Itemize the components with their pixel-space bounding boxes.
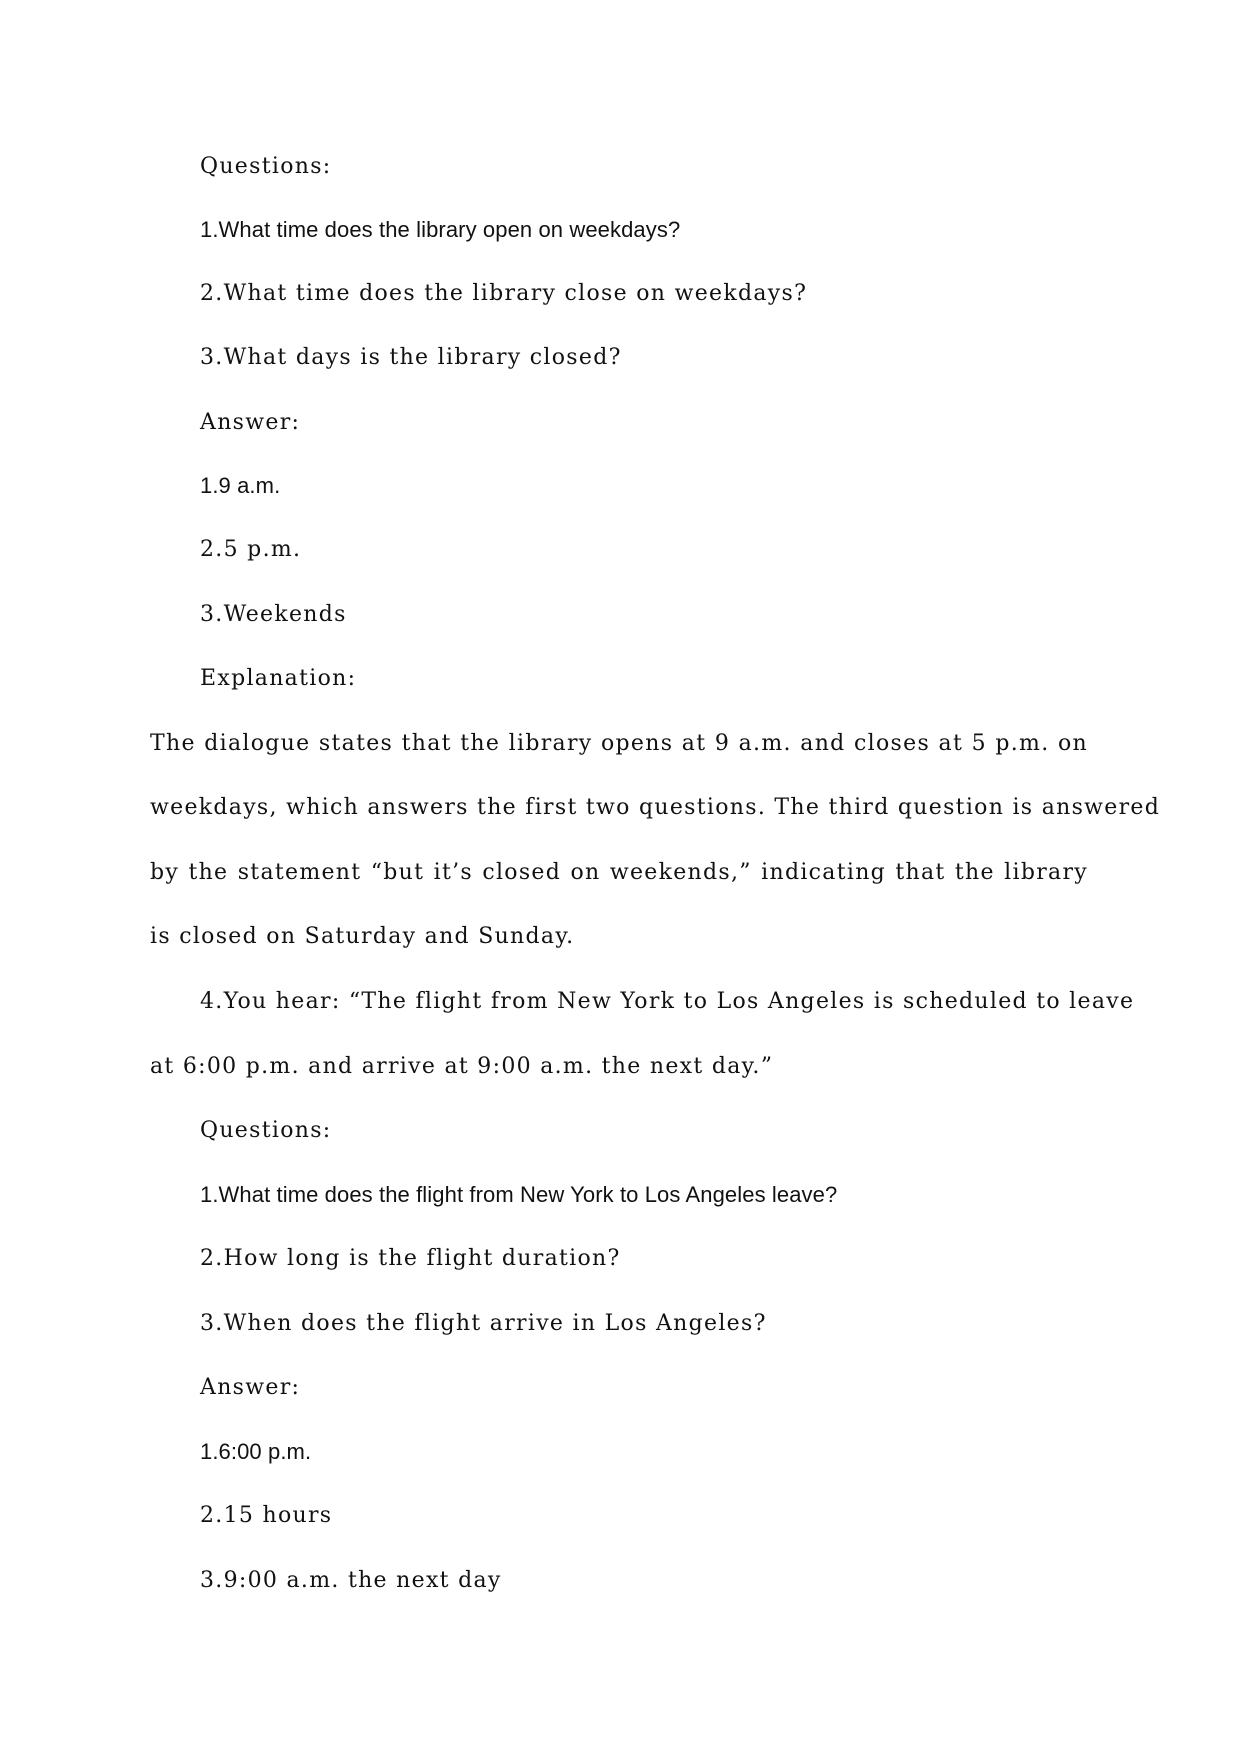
answer-heading: Answer: [200,410,301,435]
prompt-line-2: at 6:00 p.m. and arrive at 9:00 a.m. the next day.” [150,1054,774,1079]
answer-3-flight: 3.9:00 a.m. the next day [200,1568,502,1593]
question-3-flight: 3.When does the flight arrive in Los Angeles? [200,1311,767,1336]
prompt-line-1: 4.You hear: “The flight from New York to Los Angeles is scheduled to leave [200,989,1135,1014]
question-1-flight: 1.What time does the flight from New York to Los Angeles leave? [200,1182,838,1207]
answer-heading-2: Answer: [200,1375,301,1400]
explanation-line-1: The dialogue states that the library opens at 9 a.m. and closes at 5 p.m. on [150,731,1088,756]
answer-2: 2.5 p.m. [200,537,302,562]
answer-1-flight: 1.6:00 p.m. [200,1439,312,1464]
question-1: 1.What time does the library open on weekdays? [200,217,681,242]
question-2-flight: 2.How long is the flight duration? [200,1246,621,1271]
answer-2-flight: 2.15 hours [200,1503,333,1528]
explanation-heading: Explanation: [200,666,357,691]
questions-heading: Questions: [200,154,332,179]
questions-heading-2: Questions: [200,1118,332,1143]
answer-3: 3.Weekends [200,602,347,627]
question-3: 3.What days is the library closed? [200,345,622,370]
answer-1: 1.9 a.m. [200,473,281,498]
question-2: 2.What time does the library close on weekdays? [200,281,808,306]
explanation-line-3: by the statement “but it’s closed on weekends,” indicating that the library [150,860,1088,885]
explanation-line-4: is closed on Saturday and Sunday. [150,924,575,949]
explanation-line-2: weekdays, which answers the first two questions. The third question is answered [150,795,1161,820]
